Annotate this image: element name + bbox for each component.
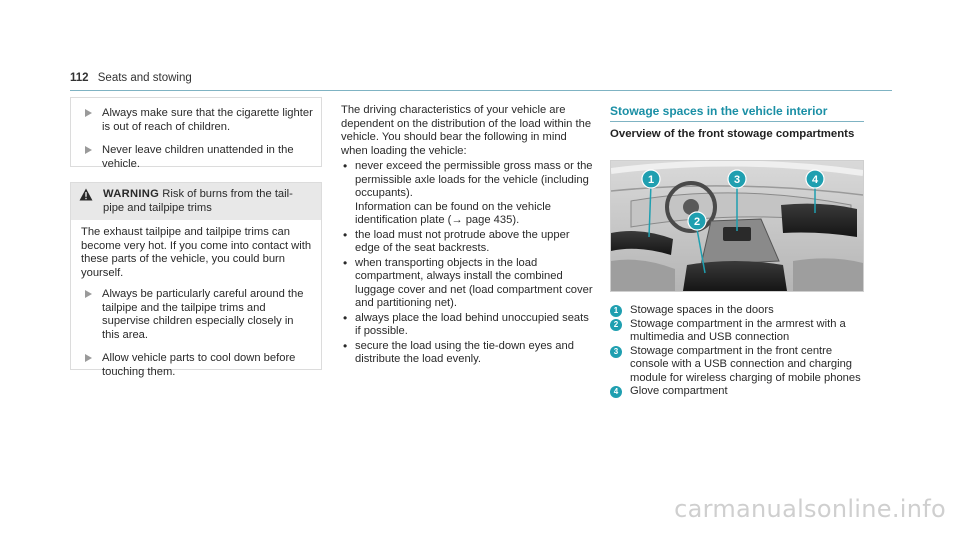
section-divider xyxy=(610,121,864,122)
legend-item: 1 Stowage spaces in the doors xyxy=(610,304,870,318)
warning-box xyxy=(70,182,322,378)
triangle-bullet-icon xyxy=(85,354,92,362)
warning-risk: Risk of burns from the tail-pipe and tailpipe trims xyxy=(103,188,293,214)
warning-body-text: The exhaust tailpipe and tailpipe trims can become very hot. If you come into contact with these parts of the vehicle, you could burn yourself. xyxy=(81,226,312,279)
tips-box xyxy=(70,97,322,170)
section-name: Seats and stowing xyxy=(97,72,192,84)
photo-legend xyxy=(610,304,870,399)
page-reference: Information can be found on the vehicle identification plate (→ page 435). xyxy=(355,200,551,226)
warning-step: Always be particularly careful around the tailpipe and the tailpipe trims and supervise children especially closely in this area. xyxy=(81,288,313,342)
svg-text:2: 2 xyxy=(693,216,701,228)
legend-number-badge: 2 xyxy=(610,319,622,331)
legend-number-badge: 1 xyxy=(610,305,622,317)
list-item: • never exceed the permissible gross mass or the permissible axle loads for the vehicle (including occupants). Information can be found on the vehicle identification plate (→ page 435). xyxy=(341,160,596,228)
legend-item: 2 Stowage compartment in the armrest with a multimedia and USB connection xyxy=(610,318,870,345)
list-item: • when transporting objects in the load compartment, always install the combined luggage cover and net (load compartment cover and partitioning net). xyxy=(341,257,596,311)
legend-number-badge: 3 xyxy=(610,346,622,358)
watermark: carmanualsonline.info xyxy=(674,495,946,523)
page-header xyxy=(70,72,192,84)
subsection-title: Overview of the front stowage compartments xyxy=(610,128,855,140)
car-interior-illustration xyxy=(611,161,863,291)
tip-item: Always make sure that the cigarette lighter is out of reach of children. xyxy=(85,107,313,134)
interior-photo xyxy=(610,160,864,292)
list-item: • secure the load using the tie-down eyes and distribute the load evenly. xyxy=(341,340,596,367)
warning-step: Allow vehicle parts to cool down before touching them. xyxy=(81,352,313,379)
tip-item: Never leave children unattended in the vehicle. xyxy=(85,144,313,171)
triangle-bullet-icon xyxy=(85,146,92,154)
triangle-bullet-icon xyxy=(85,109,92,117)
section-title: Stowage spaces in the vehicle interior xyxy=(610,104,828,118)
loading-bullet-list xyxy=(341,160,596,367)
loading-guidelines xyxy=(341,104,596,367)
svg-text:4: 4 xyxy=(811,174,819,186)
svg-text:3: 3 xyxy=(733,174,741,186)
header-divider xyxy=(70,90,892,91)
list-item: • always place the load behind unoccupied seats if possible. xyxy=(341,312,596,339)
warning-triangle-icon xyxy=(79,188,93,201)
warning-header xyxy=(71,183,321,220)
legend-item: 3 Stowage compartment in the front centre console with a USB connection and charging module for wireless charging of mobile phones xyxy=(610,345,870,386)
svg-text:1: 1 xyxy=(647,174,655,186)
legend-number-badge: 4 xyxy=(610,386,622,398)
warning-label: WARNING xyxy=(103,188,160,200)
triangle-bullet-icon xyxy=(85,290,92,298)
legend-item: 4 Glove compartment xyxy=(610,385,870,399)
loading-intro: The driving characteristics of your vehicle are dependent on the distribution of the load within the vehicle. You should bear the following in mind when loading the vehicle: xyxy=(341,104,592,157)
list-item: • the load must not protrude above the upper edge of the seat backrests. xyxy=(341,229,596,256)
page-number: 112 xyxy=(70,72,89,84)
